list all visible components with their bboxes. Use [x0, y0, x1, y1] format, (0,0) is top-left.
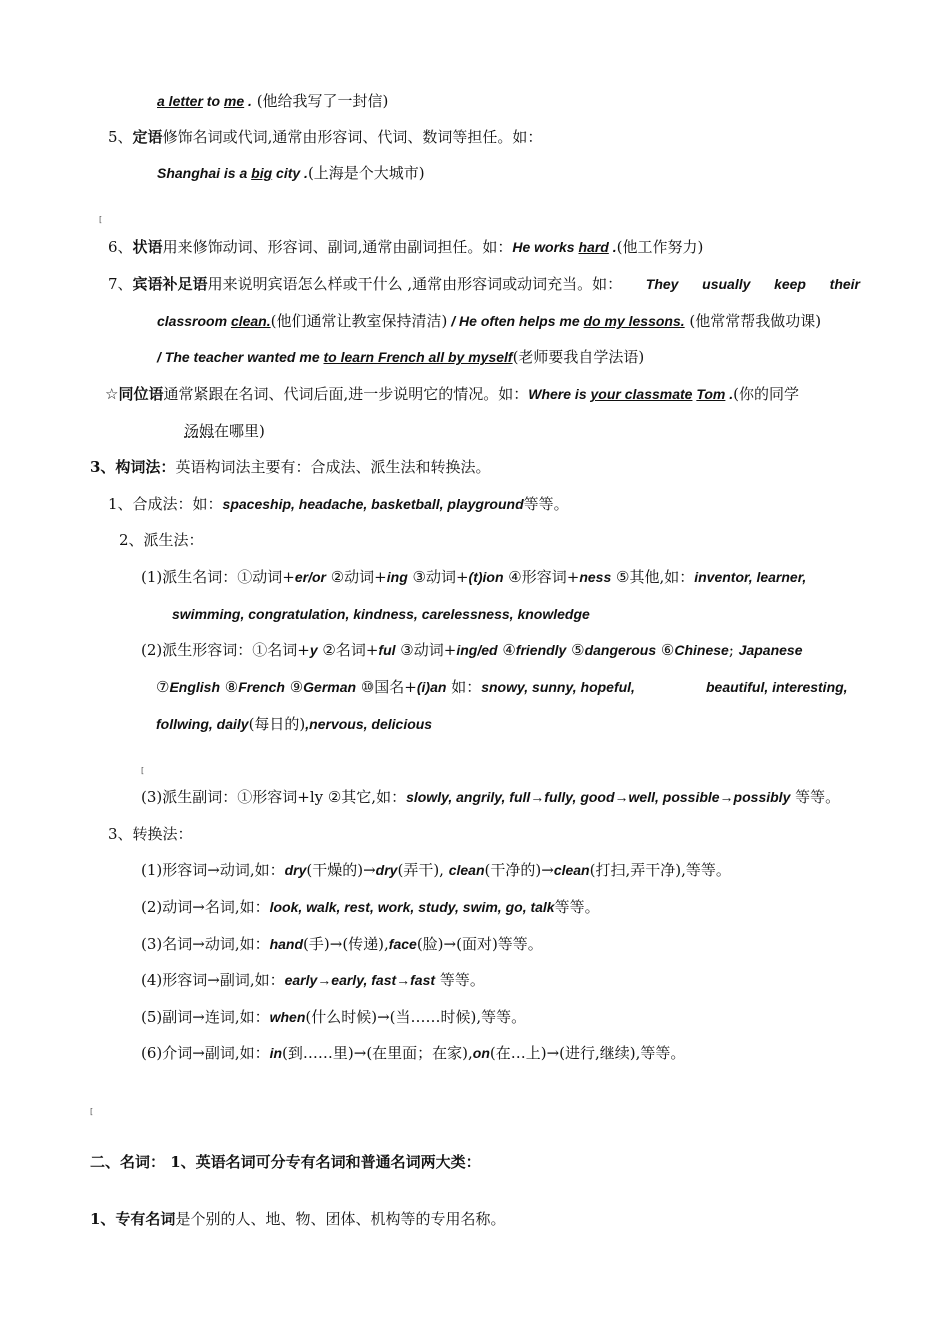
item7-example-line2: classroom clean.(他们通常让教室保持清洁) / He often helps me do my lessons. (他常常帮我做功课)	[157, 312, 822, 330]
derived-nouns-examples: swimming, congratulation, kindness, carelessness, knowledge	[172, 606, 590, 622]
conversion-4: (4)形容词→副词,如：early→early, fast→fast 等等。	[141, 971, 485, 989]
conversion-label: 3、转换法：	[108, 825, 193, 843]
conversion-3: (3)名词→动词,如：hand(手)→(传递),face(脸)→(面对)等等。	[141, 935, 543, 953]
item7-example-line3: / The teacher wanted me to learn French all by myself(老师要我自学法语)	[157, 348, 645, 366]
noun-section-title: 二、名词： 1、英语名词可分专有名词和普通名词两大类：	[90, 1153, 481, 1171]
conversion-2: (2)动词→名词,如：look, walk, rest, work, study, swim, go, talk等等。	[141, 898, 600, 916]
item5-attributive: 5、定语修饰名词或代词,通常由形容词、代词、数词等担任。如：	[108, 128, 543, 146]
margin-mark: [	[99, 215, 103, 224]
appositive: ☆同位语通常紧跟在名词、代词后面,进一步说明它的情况。如：Where is your classmate Tom .(你的同学	[105, 385, 800, 403]
proper-noun-definition: 1、专有名词是个别的人、地、物、团体、机构等的专用名称。	[90, 1210, 506, 1228]
derived-adjectives-line2-end: beautiful, interesting,	[706, 679, 848, 695]
item4-example: a letter to me . (他给我写了一封信)	[157, 92, 389, 110]
compound-method: 1、合成法：如：spaceship, headache, basketball, playground等等。	[108, 495, 569, 513]
derivation-label: 2、派生法：	[119, 531, 204, 549]
derived-adjectives-line3: follwing, daily(每日的),nervous, delicious	[156, 715, 433, 733]
derived-adjectives-line2: ⑦English ⑧French ⑨German ⑩国名+(i)an 如：snowy, sunny, hopeful,	[156, 678, 635, 696]
item6-adverbial: 6、状语用来修饰动词、形容词、副词,通常由副词担任。如：He works hard .(他工作努力)	[108, 238, 704, 256]
appositive-cont: 汤姆在哪里)	[184, 422, 265, 440]
conversion-5: (5)副词→连词,如：when(什么时候)→(当……时候),等等。	[141, 1008, 527, 1026]
derived-nouns: (1)派生名词：①动词+er/or ②动词+ing ③动词+(t)ion ④形容词+ness ⑤其他,如：inventor, learner,	[141, 568, 807, 586]
item7-complement: 7、宾语补足语用来说明宾语怎么样或干什么 ,通常由形容词或动词充当。如： They usually keep their	[108, 275, 860, 293]
derived-adjectives: (2)派生形容词：①名词+y ②名词+ful ③动词+ing/ed ④friendly ⑤dangerous ⑥Chinese; Japanese	[141, 641, 803, 659]
margin-mark: [	[90, 1107, 94, 1116]
derived-adverbs: (3)派生副词：①形容词+ly ②其它,如：slowly, angrily, full→fully, good→well, possible→possibly 等等。	[141, 788, 841, 806]
item5-example: Shanghai is a big city .(上海是个大城市)	[157, 164, 425, 182]
conversion-6: (6)介词→副词,如：in(到……里)→(在里面；在家),on(在…上)→(进行,继续),等等。	[141, 1044, 686, 1062]
margin-mark: [	[141, 766, 145, 775]
star-icon: ☆	[105, 385, 119, 403]
word-formation-heading: 3、构词法：英语构词法主要有：合成法、派生法和转换法。	[90, 458, 491, 476]
conversion-1: (1)形容词→动词,如：dry(干燥的)→dry(弄干), clean(干净的)→clean(打扫,弄干净),等等。	[141, 861, 731, 879]
